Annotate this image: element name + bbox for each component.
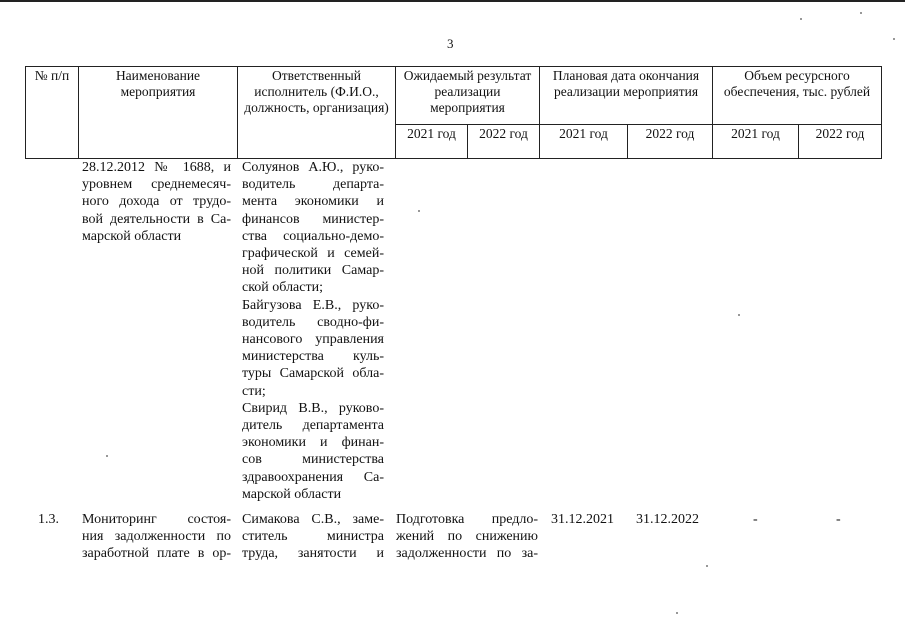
text-line: ститель министра xyxy=(242,529,384,545)
scan-speck xyxy=(738,314,740,316)
text-line: марской области xyxy=(82,228,182,244)
row-1-3-volume-2022: - xyxy=(836,512,841,527)
text-line: нансового управления xyxy=(242,332,384,348)
scan-speck xyxy=(800,18,802,20)
text-line: Байгузова Е.В., руко- xyxy=(242,297,384,313)
text-line: марской области xyxy=(242,486,342,502)
header-col-date: Плановая дата окончания реализации мероприятия xyxy=(540,67,713,125)
scan-top-border xyxy=(0,0,905,2)
row-1-3-result-cell xyxy=(396,511,538,563)
continued-name-cell xyxy=(82,159,231,245)
header-date-2022: 2022 год xyxy=(628,125,713,159)
text-line: ства социально-демо- xyxy=(242,228,384,244)
scan-speck xyxy=(418,210,420,212)
header-volume-2021: 2021 год xyxy=(713,125,799,159)
row-1-3-volume-2021: - xyxy=(753,512,758,527)
text-line: финансов министер- xyxy=(242,211,384,227)
row-1-3-date-2021: 31.12.2021 xyxy=(551,512,614,527)
text-line: сов министерства xyxy=(242,452,384,468)
text-line: Солуянов А.Ю., руко- xyxy=(242,160,384,175)
header-volume-2022: 2022 год xyxy=(799,125,882,159)
text-line: 28.12.2012 № 1688, и xyxy=(82,160,231,175)
table-header xyxy=(25,66,882,159)
continued-responsible-cell xyxy=(242,159,384,503)
scan-speck xyxy=(106,455,108,457)
text-line: задолженности по за- xyxy=(396,546,538,562)
text-line: Свирид В.В., руково- xyxy=(242,400,384,416)
text-line: министерства куль- xyxy=(242,349,384,365)
text-line: Симакова С.В., заме- xyxy=(242,512,384,527)
text-line: труда, занятости и xyxy=(242,546,384,562)
header-col-result: Ожидаемый результат реализации мероприятия xyxy=(396,67,540,125)
header-result-2022: 2022 год xyxy=(468,125,540,159)
text-line: водитель сводно-фи- xyxy=(242,314,384,330)
header-col-responsible: Ответственный исполнитель (Ф.И.О., должность, организация) xyxy=(238,67,396,159)
scan-speck xyxy=(860,12,862,14)
text-line: ной политики Самар- xyxy=(242,263,384,279)
text-line: Подготовка предло- xyxy=(396,512,538,527)
text-line: водитель департа- xyxy=(242,177,384,193)
text-line: Мониторинг состоя- xyxy=(82,512,231,527)
text-line: туры Самарской обла- xyxy=(242,366,384,382)
header-date-2021: 2021 год xyxy=(540,125,628,159)
text-line: ного дохода от трудо- xyxy=(82,194,231,210)
text-line: дитель департамента xyxy=(242,418,384,434)
text-line: здравоохранения Са- xyxy=(242,469,384,485)
text-line: уровнем среднемесяч- xyxy=(82,177,231,193)
row-1-3-number: 1.3. xyxy=(38,512,59,527)
text-line: сти; xyxy=(242,383,266,399)
row-1-3-name-cell xyxy=(82,511,231,563)
text-line: вой деятельности в Са- xyxy=(82,211,231,227)
header-col-number: № п/п xyxy=(26,67,79,159)
row-1-3-responsible-cell xyxy=(242,511,384,563)
text-line: ской области; xyxy=(242,280,323,296)
row-1-3-date-2022: 31.12.2022 xyxy=(636,512,699,527)
text-line: мента экономики и xyxy=(242,194,384,210)
header-col-volume: Объем ресурсного обеспечения, тыс. рублей xyxy=(713,67,882,125)
text-line: графической и семей- xyxy=(242,246,384,262)
text-line: жений по снижению xyxy=(396,529,538,545)
scan-speck xyxy=(893,38,895,40)
page-number: 3 xyxy=(447,36,454,51)
header-col-name: Наименование мероприятия xyxy=(79,67,238,159)
header-result-2021: 2021 год xyxy=(396,125,468,159)
text-line: экономики и финан- xyxy=(242,435,384,451)
scan-speck xyxy=(706,565,708,567)
text-line: заработной плате в ор- xyxy=(82,546,231,562)
text-line: ния задолженности по xyxy=(82,529,231,545)
scan-speck xyxy=(676,612,678,614)
